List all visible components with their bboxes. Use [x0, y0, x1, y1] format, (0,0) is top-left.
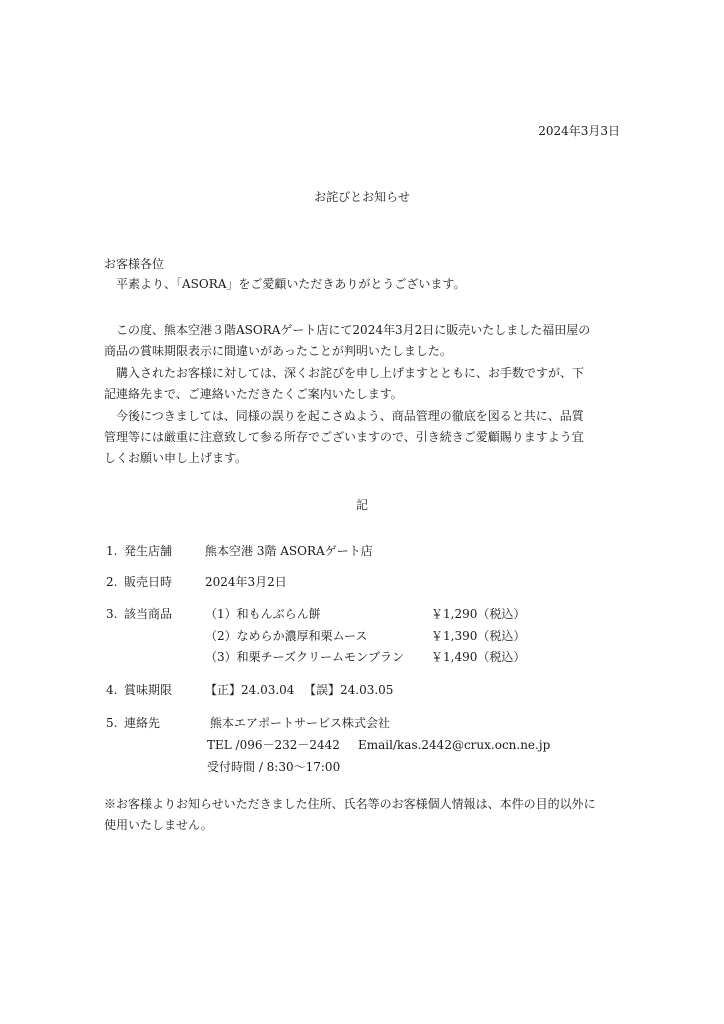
item-number-contact: 5. [106, 716, 118, 730]
expiry-correct: 【正】24.03.04 [205, 683, 295, 697]
item-number-store: 1. [106, 544, 118, 558]
product-price-3: ￥1,490（税込） [431, 650, 526, 664]
product-name-3: （3）和栗チーズクリームモンブラン [205, 650, 405, 664]
privacy-note-line1: ※お客様よりお知らせいただきました住所、氏名等のお客様個人情報は、本件の目的以外に [104, 797, 596, 811]
item-label-sale-date: 販売日時 [124, 575, 173, 589]
item-label-expiry: 賞味期限 [124, 683, 173, 697]
paragraph2-line1: 購入されたお客様に対しては、深くお詫びを申し上げますとともに、お手数ですが、下 [116, 366, 585, 380]
greeting: 平素より、「ASORA」をご愛顧いただきありがとうございます。 [116, 277, 466, 291]
product-price-2: ￥1,390（税込） [431, 629, 526, 643]
product-price-1: ￥1,290（税込） [431, 607, 526, 621]
item-label-products: 該当商品 [124, 607, 173, 621]
paragraph3-line3: しくお願い申し上げます。 [104, 451, 248, 465]
ki-heading: 記 [355, 498, 368, 512]
contact-email: Email/kas.2442@crux.ocn.ne.jp [358, 738, 551, 752]
item-value-sale-date: 2024年3月2日 [205, 575, 287, 589]
item-label-contact: 連絡先 [124, 716, 161, 730]
item-value-store: 熊本空港 3階 ASORAゲート店 [205, 544, 373, 558]
privacy-note-line2: 使用いたしません。 [104, 818, 213, 832]
item-label-store: 発生店舗 [124, 544, 173, 558]
document-date: 2024年3月3日 [538, 124, 620, 138]
contact-tel: TEL /096－232－2442 [207, 738, 340, 752]
paragraph2-line2: 記連絡先まで、ご連絡いただきたくご案内いたします。 [104, 387, 403, 401]
paragraph3-line2: 管理等には厳重に注意致して参る所存でございますので、引き続きご愛顧賜りますよう宜 [104, 430, 584, 444]
expiry-wrong: 【誤】24.03.05 [304, 683, 394, 697]
item-number-expiry: 4. [106, 683, 118, 697]
paragraph1-line1: この度、熊本空港３階ASORAゲート店にて2024年3月2日に販売いたしました福田屋の [116, 323, 591, 337]
product-name-1: （1）和もんぶらん餅 [205, 607, 321, 621]
document-title: お詫びとお知らせ [314, 190, 410, 204]
product-name-2: （2）なめらか濃厚和栗ムース [205, 629, 368, 643]
contact-hours: 受付時間 / 8:30～17:00 [207, 760, 341, 774]
item-number-products: 3. [106, 607, 118, 621]
paragraph1-line2: 商品の賞味期限表示に間違いがあったことが判明いたしました。 [104, 344, 452, 358]
item-number-sale-date: 2. [106, 575, 118, 589]
salutation: お客様各位 [104, 257, 165, 271]
contact-company: 熊本エアポートサービス株式会社 [210, 716, 391, 730]
paragraph3-line1: 今後につきましては、同様の誤りを起こさぬよう、商品管理の徹底を図ると共に、品質 [116, 409, 584, 423]
